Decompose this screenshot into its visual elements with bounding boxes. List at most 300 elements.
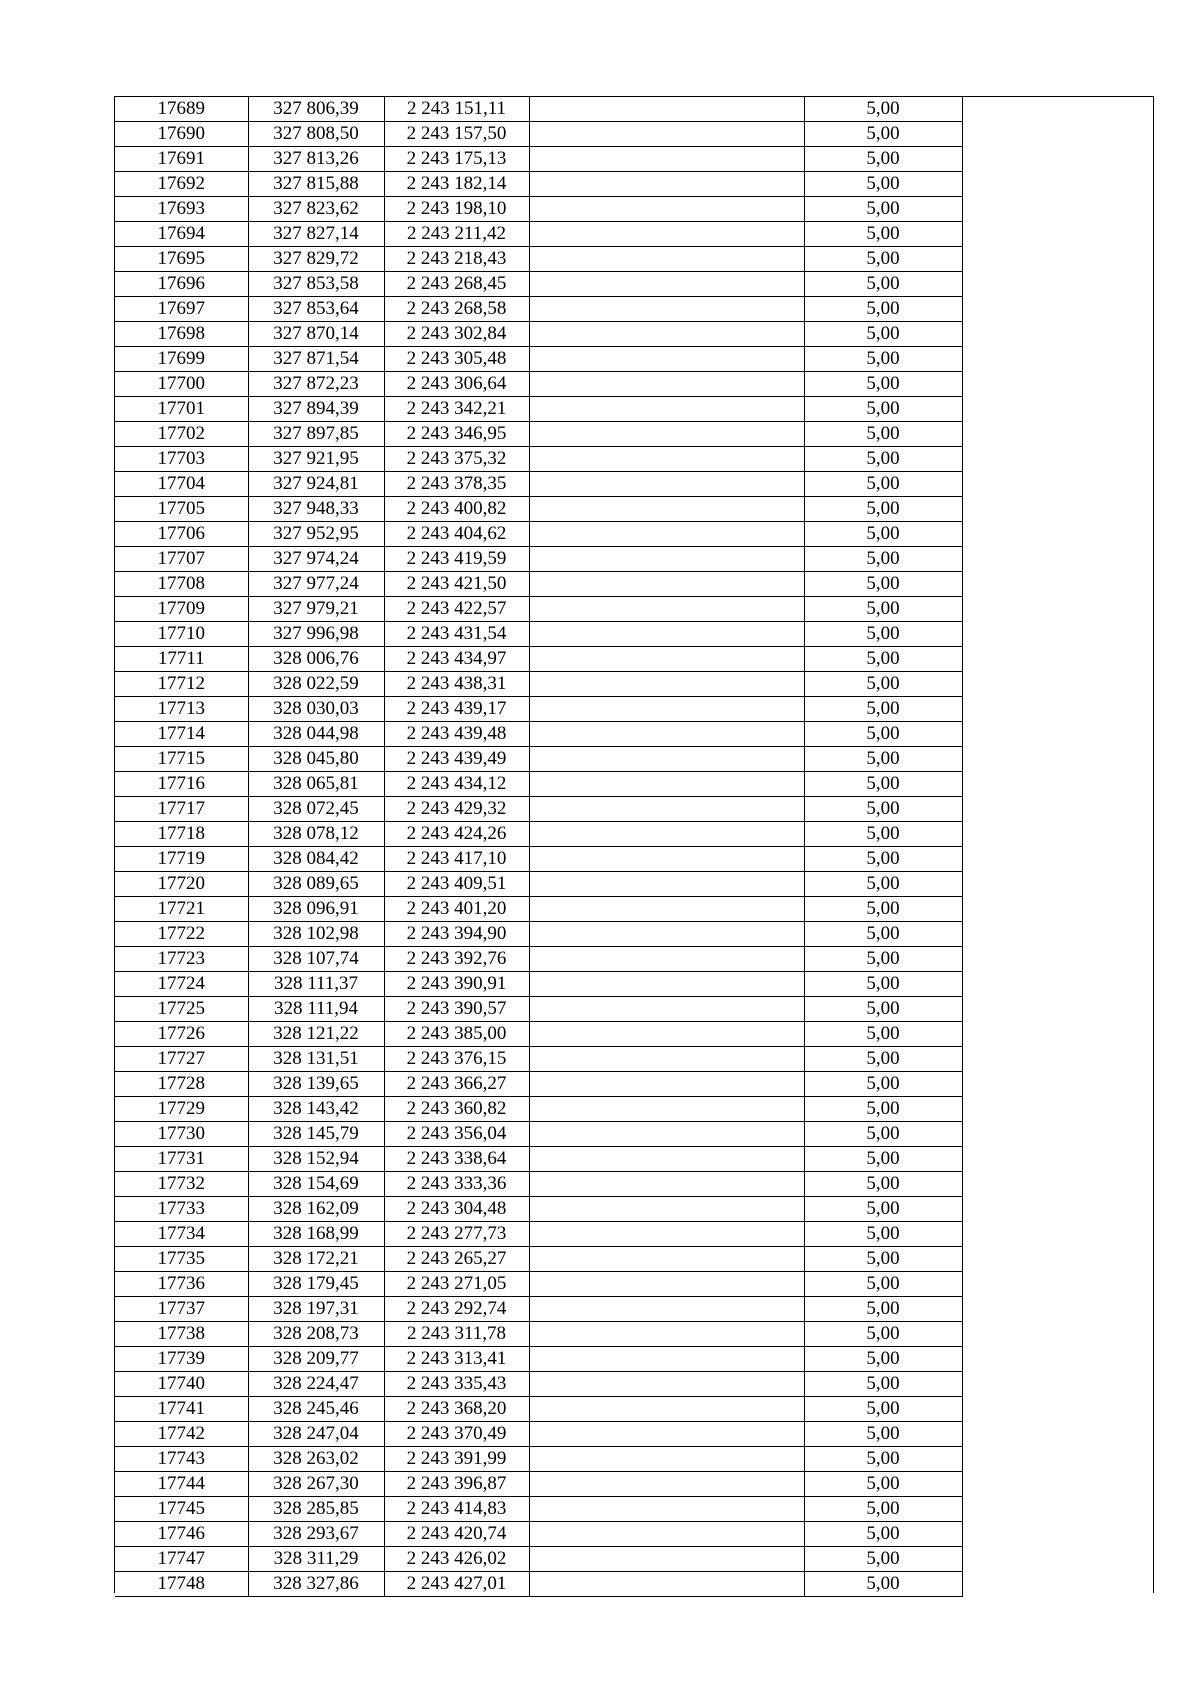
- value-cell: 5,00: [804, 272, 962, 297]
- x-coordinate-cell: 327 823,62: [248, 197, 384, 222]
- point-number-cell: 17729: [115, 1097, 248, 1122]
- table-row: [115, 522, 962, 547]
- value-cell: 5,00: [804, 397, 962, 422]
- table-row: [115, 1072, 962, 1097]
- y-coordinate-cell: 2 243 338,64: [384, 1147, 529, 1172]
- blank-cell: [529, 1447, 804, 1472]
- y-coordinate-cell: 2 243 305,48: [384, 347, 529, 372]
- y-coordinate-cell: 2 243 378,35: [384, 472, 529, 497]
- point-number-cell: 17722: [115, 922, 248, 947]
- blank-cell: [529, 397, 804, 422]
- value-cell: 5,00: [804, 247, 962, 272]
- x-coordinate-cell: 327 813,26: [248, 147, 384, 172]
- table-row: [115, 272, 962, 297]
- table-row: [115, 347, 962, 372]
- point-number-cell: 17725: [115, 997, 248, 1022]
- blank-cell: [529, 822, 804, 847]
- value-cell: 5,00: [804, 1197, 962, 1222]
- x-coordinate-cell: 328 293,67: [248, 1522, 384, 1547]
- x-coordinate-cell: 328 208,73: [248, 1322, 384, 1347]
- y-coordinate-cell: 2 243 434,12: [384, 772, 529, 797]
- point-number-cell: 17700: [115, 372, 248, 397]
- value-cell: 5,00: [804, 547, 962, 572]
- x-coordinate-cell: 327 924,81: [248, 472, 384, 497]
- table-row: [115, 397, 962, 422]
- table-row: [115, 872, 962, 897]
- table-row: [115, 1147, 962, 1172]
- point-number-cell: 17721: [115, 897, 248, 922]
- value-cell: 5,00: [804, 847, 962, 872]
- value-cell: 5,00: [804, 697, 962, 722]
- x-coordinate-cell: 327 827,14: [248, 222, 384, 247]
- blank-cell: [529, 472, 804, 497]
- point-number-cell: 17714: [115, 722, 248, 747]
- blank-cell: [529, 172, 804, 197]
- x-coordinate-cell: 327 897,85: [248, 422, 384, 447]
- blank-cell: [529, 372, 804, 397]
- table-row: [115, 1547, 962, 1572]
- blank-cell: [529, 197, 804, 222]
- coordinates-table-body: [115, 97, 962, 1597]
- x-coordinate-cell: 328 172,21: [248, 1247, 384, 1272]
- blank-cell: [529, 322, 804, 347]
- table-row: [115, 1247, 962, 1272]
- x-coordinate-cell: 327 806,39: [248, 97, 384, 122]
- point-number-cell: 17717: [115, 797, 248, 822]
- x-coordinate-cell: 328 111,37: [248, 972, 384, 997]
- point-number-cell: 17742: [115, 1422, 248, 1447]
- point-number-cell: 17702: [115, 422, 248, 447]
- point-number-cell: 17698: [115, 322, 248, 347]
- table-row: [115, 622, 962, 647]
- y-coordinate-cell: 2 243 366,27: [384, 1072, 529, 1097]
- x-coordinate-cell: 328 152,94: [248, 1147, 384, 1172]
- point-number-cell: 17708: [115, 572, 248, 597]
- point-number-cell: 17748: [115, 1572, 248, 1597]
- x-coordinate-cell: 328 084,42: [248, 847, 384, 872]
- x-coordinate-cell: 327 870,14: [248, 322, 384, 347]
- y-coordinate-cell: 2 243 439,17: [384, 697, 529, 722]
- y-coordinate-cell: 2 243 419,59: [384, 547, 529, 572]
- x-coordinate-cell: 328 030,03: [248, 697, 384, 722]
- blank-cell: [529, 347, 804, 372]
- y-coordinate-cell: 2 243 370,49: [384, 1422, 529, 1447]
- value-cell: 5,00: [804, 1047, 962, 1072]
- table-row: [115, 947, 962, 972]
- value-cell: 5,00: [804, 1122, 962, 1147]
- point-number-cell: 17724: [115, 972, 248, 997]
- point-number-cell: 17732: [115, 1172, 248, 1197]
- value-cell: 5,00: [804, 1247, 962, 1272]
- blank-cell: [529, 1547, 804, 1572]
- blank-cell: [529, 1197, 804, 1222]
- x-coordinate-cell: 327 871,54: [248, 347, 384, 372]
- y-coordinate-cell: 2 243 404,62: [384, 522, 529, 547]
- table-row: [115, 1472, 962, 1497]
- value-cell: 5,00: [804, 1172, 962, 1197]
- table-row: [115, 822, 962, 847]
- y-coordinate-cell: 2 243 268,45: [384, 272, 529, 297]
- x-coordinate-cell: 327 948,33: [248, 497, 384, 522]
- table-row: [115, 747, 962, 772]
- point-number-cell: 17696: [115, 272, 248, 297]
- table-row: [115, 572, 962, 597]
- point-number-cell: 17713: [115, 697, 248, 722]
- blank-cell: [529, 972, 804, 997]
- value-cell: 5,00: [804, 1222, 962, 1247]
- blank-cell: [529, 522, 804, 547]
- blank-cell: [529, 1522, 804, 1547]
- blank-cell: [529, 1247, 804, 1272]
- table-row: [115, 1497, 962, 1522]
- value-cell: 5,00: [804, 497, 962, 522]
- value-cell: 5,00: [804, 1472, 962, 1497]
- value-cell: 5,00: [804, 572, 962, 597]
- y-coordinate-cell: 2 243 439,48: [384, 722, 529, 747]
- point-number-cell: 17730: [115, 1122, 248, 1147]
- x-coordinate-cell: 327 921,95: [248, 447, 384, 472]
- coordinates-table: [114, 96, 1154, 1593]
- value-cell: 5,00: [804, 922, 962, 947]
- value-cell: 5,00: [804, 1347, 962, 1372]
- value-cell: 5,00: [804, 1497, 962, 1522]
- x-coordinate-cell: 327 808,50: [248, 122, 384, 147]
- table-row: [115, 497, 962, 522]
- y-coordinate-cell: 2 243 426,02: [384, 1547, 529, 1572]
- x-coordinate-cell: 328 224,47: [248, 1372, 384, 1397]
- y-coordinate-cell: 2 243 360,82: [384, 1097, 529, 1122]
- x-coordinate-cell: 328 263,02: [248, 1447, 384, 1472]
- table-row: [115, 97, 962, 122]
- x-coordinate-cell: 328 168,99: [248, 1222, 384, 1247]
- table-row: [115, 547, 962, 572]
- point-number-cell: 17736: [115, 1272, 248, 1297]
- x-coordinate-cell: 328 107,74: [248, 947, 384, 972]
- blank-cell: [529, 897, 804, 922]
- y-coordinate-cell: 2 243 304,48: [384, 1197, 529, 1222]
- x-coordinate-cell: 328 247,04: [248, 1422, 384, 1447]
- value-cell: 5,00: [804, 1147, 962, 1172]
- value-cell: 5,00: [804, 647, 962, 672]
- x-coordinate-cell: 328 145,79: [248, 1122, 384, 1147]
- blank-cell: [529, 997, 804, 1022]
- x-coordinate-cell: 328 311,29: [248, 1547, 384, 1572]
- point-number-cell: 17744: [115, 1472, 248, 1497]
- table-row: [115, 1047, 962, 1072]
- y-coordinate-cell: 2 243 182,14: [384, 172, 529, 197]
- value-cell: 5,00: [804, 747, 962, 772]
- point-number-cell: 17716: [115, 772, 248, 797]
- table-row: [115, 1447, 962, 1472]
- table-row: [115, 422, 962, 447]
- value-cell: 5,00: [804, 1572, 962, 1597]
- blank-cell: [529, 122, 804, 147]
- value-cell: 5,00: [804, 172, 962, 197]
- point-number-cell: 17747: [115, 1547, 248, 1572]
- value-cell: 5,00: [804, 1297, 962, 1322]
- table-row: [115, 897, 962, 922]
- y-coordinate-cell: 2 243 400,82: [384, 497, 529, 522]
- y-coordinate-cell: 2 243 198,10: [384, 197, 529, 222]
- table-row: [115, 722, 962, 747]
- value-cell: 5,00: [804, 322, 962, 347]
- table-row: [115, 472, 962, 497]
- y-coordinate-cell: 2 243 420,74: [384, 1522, 529, 1547]
- point-number-cell: 17734: [115, 1222, 248, 1247]
- y-coordinate-cell: 2 243 401,20: [384, 897, 529, 922]
- blank-cell: [529, 697, 804, 722]
- blank-cell: [529, 947, 804, 972]
- y-coordinate-cell: 2 243 157,50: [384, 122, 529, 147]
- blank-cell: [529, 1472, 804, 1497]
- blank-cell: [529, 1397, 804, 1422]
- blank-cell: [529, 1097, 804, 1122]
- point-number-cell: 17733: [115, 1197, 248, 1222]
- blank-cell: [529, 1222, 804, 1247]
- y-coordinate-cell: 2 243 333,36: [384, 1172, 529, 1197]
- y-coordinate-cell: 2 243 376,15: [384, 1047, 529, 1072]
- blank-cell: [529, 1322, 804, 1347]
- x-coordinate-cell: 327 815,88: [248, 172, 384, 197]
- table-row: [115, 672, 962, 697]
- blank-cell: [529, 672, 804, 697]
- blank-cell: [529, 1572, 804, 1597]
- y-coordinate-cell: 2 243 396,87: [384, 1472, 529, 1497]
- value-cell: 5,00: [804, 1372, 962, 1397]
- blank-cell: [529, 747, 804, 772]
- blank-cell: [529, 222, 804, 247]
- y-coordinate-cell: 2 243 427,01: [384, 1572, 529, 1597]
- y-coordinate-cell: 2 243 429,32: [384, 797, 529, 822]
- table-row: [115, 1322, 962, 1347]
- y-coordinate-cell: 2 243 392,76: [384, 947, 529, 972]
- y-coordinate-cell: 2 243 218,43: [384, 247, 529, 272]
- point-number-cell: 17709: [115, 597, 248, 622]
- y-coordinate-cell: 2 243 268,58: [384, 297, 529, 322]
- table-row: [115, 1372, 962, 1397]
- y-coordinate-cell: 2 243 375,32: [384, 447, 529, 472]
- point-number-cell: 17697: [115, 297, 248, 322]
- point-number-cell: 17738: [115, 1322, 248, 1347]
- y-coordinate-cell: 2 243 277,73: [384, 1222, 529, 1247]
- value-cell: 5,00: [804, 822, 962, 847]
- point-number-cell: 17707: [115, 547, 248, 572]
- point-number-cell: 17719: [115, 847, 248, 872]
- value-cell: 5,00: [804, 672, 962, 697]
- x-coordinate-cell: 328 327,86: [248, 1572, 384, 1597]
- blank-cell: [529, 1297, 804, 1322]
- x-coordinate-cell: 328 089,65: [248, 872, 384, 897]
- blank-cell: [529, 1172, 804, 1197]
- table-row: [115, 1022, 962, 1047]
- blank-cell: [529, 447, 804, 472]
- x-coordinate-cell: 327 829,72: [248, 247, 384, 272]
- value-cell: 5,00: [804, 347, 962, 372]
- point-number-cell: 17710: [115, 622, 248, 647]
- y-coordinate-cell: 2 243 438,31: [384, 672, 529, 697]
- x-coordinate-cell: 327 952,95: [248, 522, 384, 547]
- table-row: [115, 197, 962, 222]
- table-row: [115, 647, 962, 672]
- y-coordinate-cell: 2 243 306,64: [384, 372, 529, 397]
- y-coordinate-cell: 2 243 342,21: [384, 397, 529, 422]
- blank-cell: [529, 297, 804, 322]
- y-coordinate-cell: 2 243 335,43: [384, 1372, 529, 1397]
- table-row: [115, 297, 962, 322]
- y-coordinate-cell: 2 243 422,57: [384, 597, 529, 622]
- blank-cell: [529, 1072, 804, 1097]
- blank-cell: [529, 1347, 804, 1372]
- blank-cell: [529, 1497, 804, 1522]
- blank-cell: [529, 572, 804, 597]
- value-cell: 5,00: [804, 772, 962, 797]
- table-row: [115, 697, 962, 722]
- blank-cell: [529, 1022, 804, 1047]
- table-row: [115, 1422, 962, 1447]
- blank-cell: [529, 497, 804, 522]
- blank-cell: [529, 1147, 804, 1172]
- table-row: [115, 797, 962, 822]
- table-row: [115, 222, 962, 247]
- blank-cell: [529, 97, 804, 122]
- point-number-cell: 17743: [115, 1447, 248, 1472]
- point-number-cell: 17706: [115, 522, 248, 547]
- value-cell: 5,00: [804, 197, 962, 222]
- x-coordinate-cell: 327 853,64: [248, 297, 384, 322]
- x-coordinate-cell: 327 872,23: [248, 372, 384, 397]
- value-cell: 5,00: [804, 1272, 962, 1297]
- point-number-cell: 17746: [115, 1522, 248, 1547]
- point-number-cell: 17728: [115, 1072, 248, 1097]
- point-number-cell: 17703: [115, 447, 248, 472]
- point-number-cell: 17689: [115, 97, 248, 122]
- table-row: [115, 847, 962, 872]
- table-row: [115, 922, 962, 947]
- x-coordinate-cell: 328 154,69: [248, 1172, 384, 1197]
- point-number-cell: 17727: [115, 1047, 248, 1072]
- table-row: [115, 447, 962, 472]
- table-row: [115, 172, 962, 197]
- value-cell: 5,00: [804, 222, 962, 247]
- x-coordinate-cell: 328 111,94: [248, 997, 384, 1022]
- x-coordinate-cell: 328 179,45: [248, 1272, 384, 1297]
- value-cell: 5,00: [804, 297, 962, 322]
- table-row: [115, 1097, 962, 1122]
- y-coordinate-cell: 2 243 292,74: [384, 1297, 529, 1322]
- blank-cell: [529, 847, 804, 872]
- y-coordinate-cell: 2 243 311,78: [384, 1322, 529, 1347]
- blank-cell: [529, 772, 804, 797]
- y-coordinate-cell: 2 243 346,95: [384, 422, 529, 447]
- blank-cell: [529, 922, 804, 947]
- blank-cell: [529, 1422, 804, 1447]
- table-row: [115, 1297, 962, 1322]
- value-cell: 5,00: [804, 972, 962, 997]
- table-row: [115, 1197, 962, 1222]
- y-coordinate-cell: 2 243 431,54: [384, 622, 529, 647]
- point-number-cell: 17705: [115, 497, 248, 522]
- x-coordinate-cell: 328 245,46: [248, 1397, 384, 1422]
- y-coordinate-cell: 2 243 265,27: [384, 1247, 529, 1272]
- y-coordinate-cell: 2 243 439,49: [384, 747, 529, 772]
- x-coordinate-cell: 328 139,65: [248, 1072, 384, 1097]
- point-number-cell: 17699: [115, 347, 248, 372]
- x-coordinate-cell: 328 006,76: [248, 647, 384, 672]
- point-number-cell: 17690: [115, 122, 248, 147]
- table-row: [115, 247, 962, 272]
- table-row: [115, 997, 962, 1022]
- blank-cell: [529, 797, 804, 822]
- y-coordinate-cell: 2 243 434,97: [384, 647, 529, 672]
- y-coordinate-cell: 2 243 151,11: [384, 97, 529, 122]
- blank-cell: [529, 422, 804, 447]
- table-row: [115, 122, 962, 147]
- x-coordinate-cell: 328 096,91: [248, 897, 384, 922]
- table-row: [115, 372, 962, 397]
- value-cell: 5,00: [804, 1097, 962, 1122]
- table-row: [115, 597, 962, 622]
- value-cell: 5,00: [804, 622, 962, 647]
- value-cell: 5,00: [804, 1397, 962, 1422]
- value-cell: 5,00: [804, 897, 962, 922]
- blank-cell: [529, 1122, 804, 1147]
- value-cell: 5,00: [804, 122, 962, 147]
- point-number-cell: 17694: [115, 222, 248, 247]
- blank-cell: [529, 547, 804, 572]
- x-coordinate-cell: 328 131,51: [248, 1047, 384, 1072]
- point-number-cell: 17720: [115, 872, 248, 897]
- y-coordinate-cell: 2 243 421,50: [384, 572, 529, 597]
- x-coordinate-cell: 327 977,24: [248, 572, 384, 597]
- blank-cell: [529, 1047, 804, 1072]
- point-number-cell: 17691: [115, 147, 248, 172]
- blank-cell: [529, 1372, 804, 1397]
- point-number-cell: 17735: [115, 1247, 248, 1272]
- x-coordinate-cell: 327 974,24: [248, 547, 384, 572]
- blank-cell: [529, 597, 804, 622]
- x-coordinate-cell: 328 022,59: [248, 672, 384, 697]
- y-coordinate-cell: 2 243 385,00: [384, 1022, 529, 1047]
- table-row: [115, 1572, 962, 1597]
- point-number-cell: 17704: [115, 472, 248, 497]
- point-number-cell: 17718: [115, 822, 248, 847]
- value-cell: 5,00: [804, 372, 962, 397]
- y-coordinate-cell: 2 243 394,90: [384, 922, 529, 947]
- y-coordinate-cell: 2 243 409,51: [384, 872, 529, 897]
- y-coordinate-cell: 2 243 211,42: [384, 222, 529, 247]
- blank-cell: [529, 272, 804, 297]
- table-row: [115, 147, 962, 172]
- blank-cell: [529, 872, 804, 897]
- point-number-cell: 17715: [115, 747, 248, 772]
- point-number-cell: 17693: [115, 197, 248, 222]
- x-coordinate-cell: 327 853,58: [248, 272, 384, 297]
- value-cell: 5,00: [804, 147, 962, 172]
- table-row: [115, 972, 962, 997]
- x-coordinate-cell: 327 996,98: [248, 622, 384, 647]
- value-cell: 5,00: [804, 597, 962, 622]
- x-coordinate-cell: 328 121,22: [248, 1022, 384, 1047]
- y-coordinate-cell: 2 243 368,20: [384, 1397, 529, 1422]
- table-row: [115, 1122, 962, 1147]
- point-number-cell: 17726: [115, 1022, 248, 1047]
- value-cell: 5,00: [804, 522, 962, 547]
- x-coordinate-cell: 328 045,80: [248, 747, 384, 772]
- x-coordinate-cell: 328 072,45: [248, 797, 384, 822]
- x-coordinate-cell: 328 285,85: [248, 1497, 384, 1522]
- x-coordinate-cell: 328 197,31: [248, 1297, 384, 1322]
- x-coordinate-cell: 328 143,42: [248, 1097, 384, 1122]
